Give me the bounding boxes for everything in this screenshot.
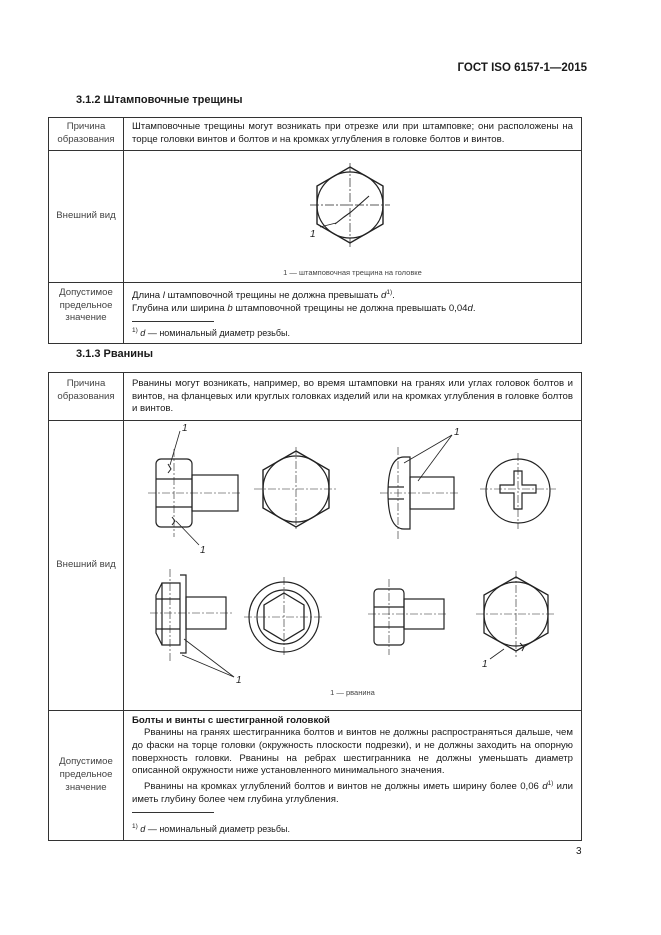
flange-bolt-top-view xyxy=(244,577,324,657)
page-number: 3 xyxy=(576,846,582,857)
tear-callout-2: 1 xyxy=(200,544,206,556)
tears-table xyxy=(48,372,582,841)
footnote-rule xyxy=(132,812,214,813)
tear-callout-5: 1 xyxy=(482,658,488,670)
tear-callout-4: 1 xyxy=(236,674,242,686)
socket-bolt-side-view xyxy=(368,579,448,655)
cause-label: Причина образования xyxy=(49,373,124,421)
hex-socket-top-view xyxy=(476,571,556,659)
hex-bolt-side-view xyxy=(148,431,242,545)
crack-callout: 1 xyxy=(310,229,316,241)
footnote: $^{1)}$ d — номинальный диаметр резьбы. xyxy=(132,326,290,338)
limit-depth-text: Глубина или ширина b штамповочной трещины не должна превышать 0,04d. xyxy=(132,302,476,314)
pan-head-screw-side-view xyxy=(380,435,460,539)
cause-text: Рванины могут возникать, например, во время штамповки на гранях или углах головок болтов и винтов, на фланцевых или круглых головках изделий или на кромках углубления в головке болтов и винтов. xyxy=(124,373,582,421)
document-code: ГОСТ ISO 6157-1—2015 xyxy=(457,62,587,74)
cross-recess-top-view xyxy=(480,453,556,529)
appearance-figure-cell xyxy=(124,151,582,283)
limit-paragraph-2: Рванины на кромках углублений болтов и винтов не должны иметь ширину более 0,06 $d^{1)}$ или иметь глубину более чем глубина углубления. xyxy=(132,779,573,805)
limit-label: Допустимое предельное значение xyxy=(49,283,124,344)
footnote: $^{1)}$ d — номинальный диаметр резьбы. xyxy=(132,823,290,835)
limit-label: Допустимое предельное значение xyxy=(49,710,124,840)
limit-cell xyxy=(124,710,582,840)
footnote-rule xyxy=(132,321,214,322)
cause-text: Штамповочные трещины могут возникать при отрезке или при штамповке; они расположены на торце головки винтов и болтов и на кромках углубления в головке болтов и винтов. xyxy=(124,118,582,151)
appearance-figure-cell xyxy=(124,420,582,710)
hex-head-top-view xyxy=(254,447,338,531)
flange-bolt-side-view xyxy=(150,569,234,677)
stamping-cracks-table xyxy=(48,117,582,344)
limit-length-text: Длина l штамповочной трещины не должна превышать $d^{1)}$. xyxy=(132,289,395,302)
figure-caption: 1 — рванина xyxy=(330,687,375,697)
hex-head-crack-drawing xyxy=(124,151,584,267)
limit-paragraph-1: Рванины на гранях шестигранника болтов и винтов не должны распространяться дальше, чем до фаски на торце головки (окружность плоскости подрезки), и не должны заходить на опорную поверхность головки. Рванины на ребрах шестигранника не должны уменьшать диаметр описанной окружности ниже установленного минимального значения. xyxy=(132,727,573,777)
section-title-stamping-cracks: 3.1.2 Штамповочные трещины xyxy=(76,94,243,106)
tear-callout-3: 1 xyxy=(454,426,460,438)
limit-cell xyxy=(124,283,582,344)
limit-heading: Болты и винты с шестигранной головкой xyxy=(132,714,330,726)
section-title-tears: 3.1.3 Рванины xyxy=(76,348,154,360)
tear-callout-1: 1 xyxy=(182,422,188,434)
tears-drawings xyxy=(124,421,584,687)
figure-caption: 1 — штамповочная трещина на головке xyxy=(283,268,422,278)
appearance-label: Внешний вид xyxy=(49,420,124,710)
cause-label: Причина образования xyxy=(49,118,124,151)
appearance-label: Внешний вид xyxy=(49,151,124,283)
